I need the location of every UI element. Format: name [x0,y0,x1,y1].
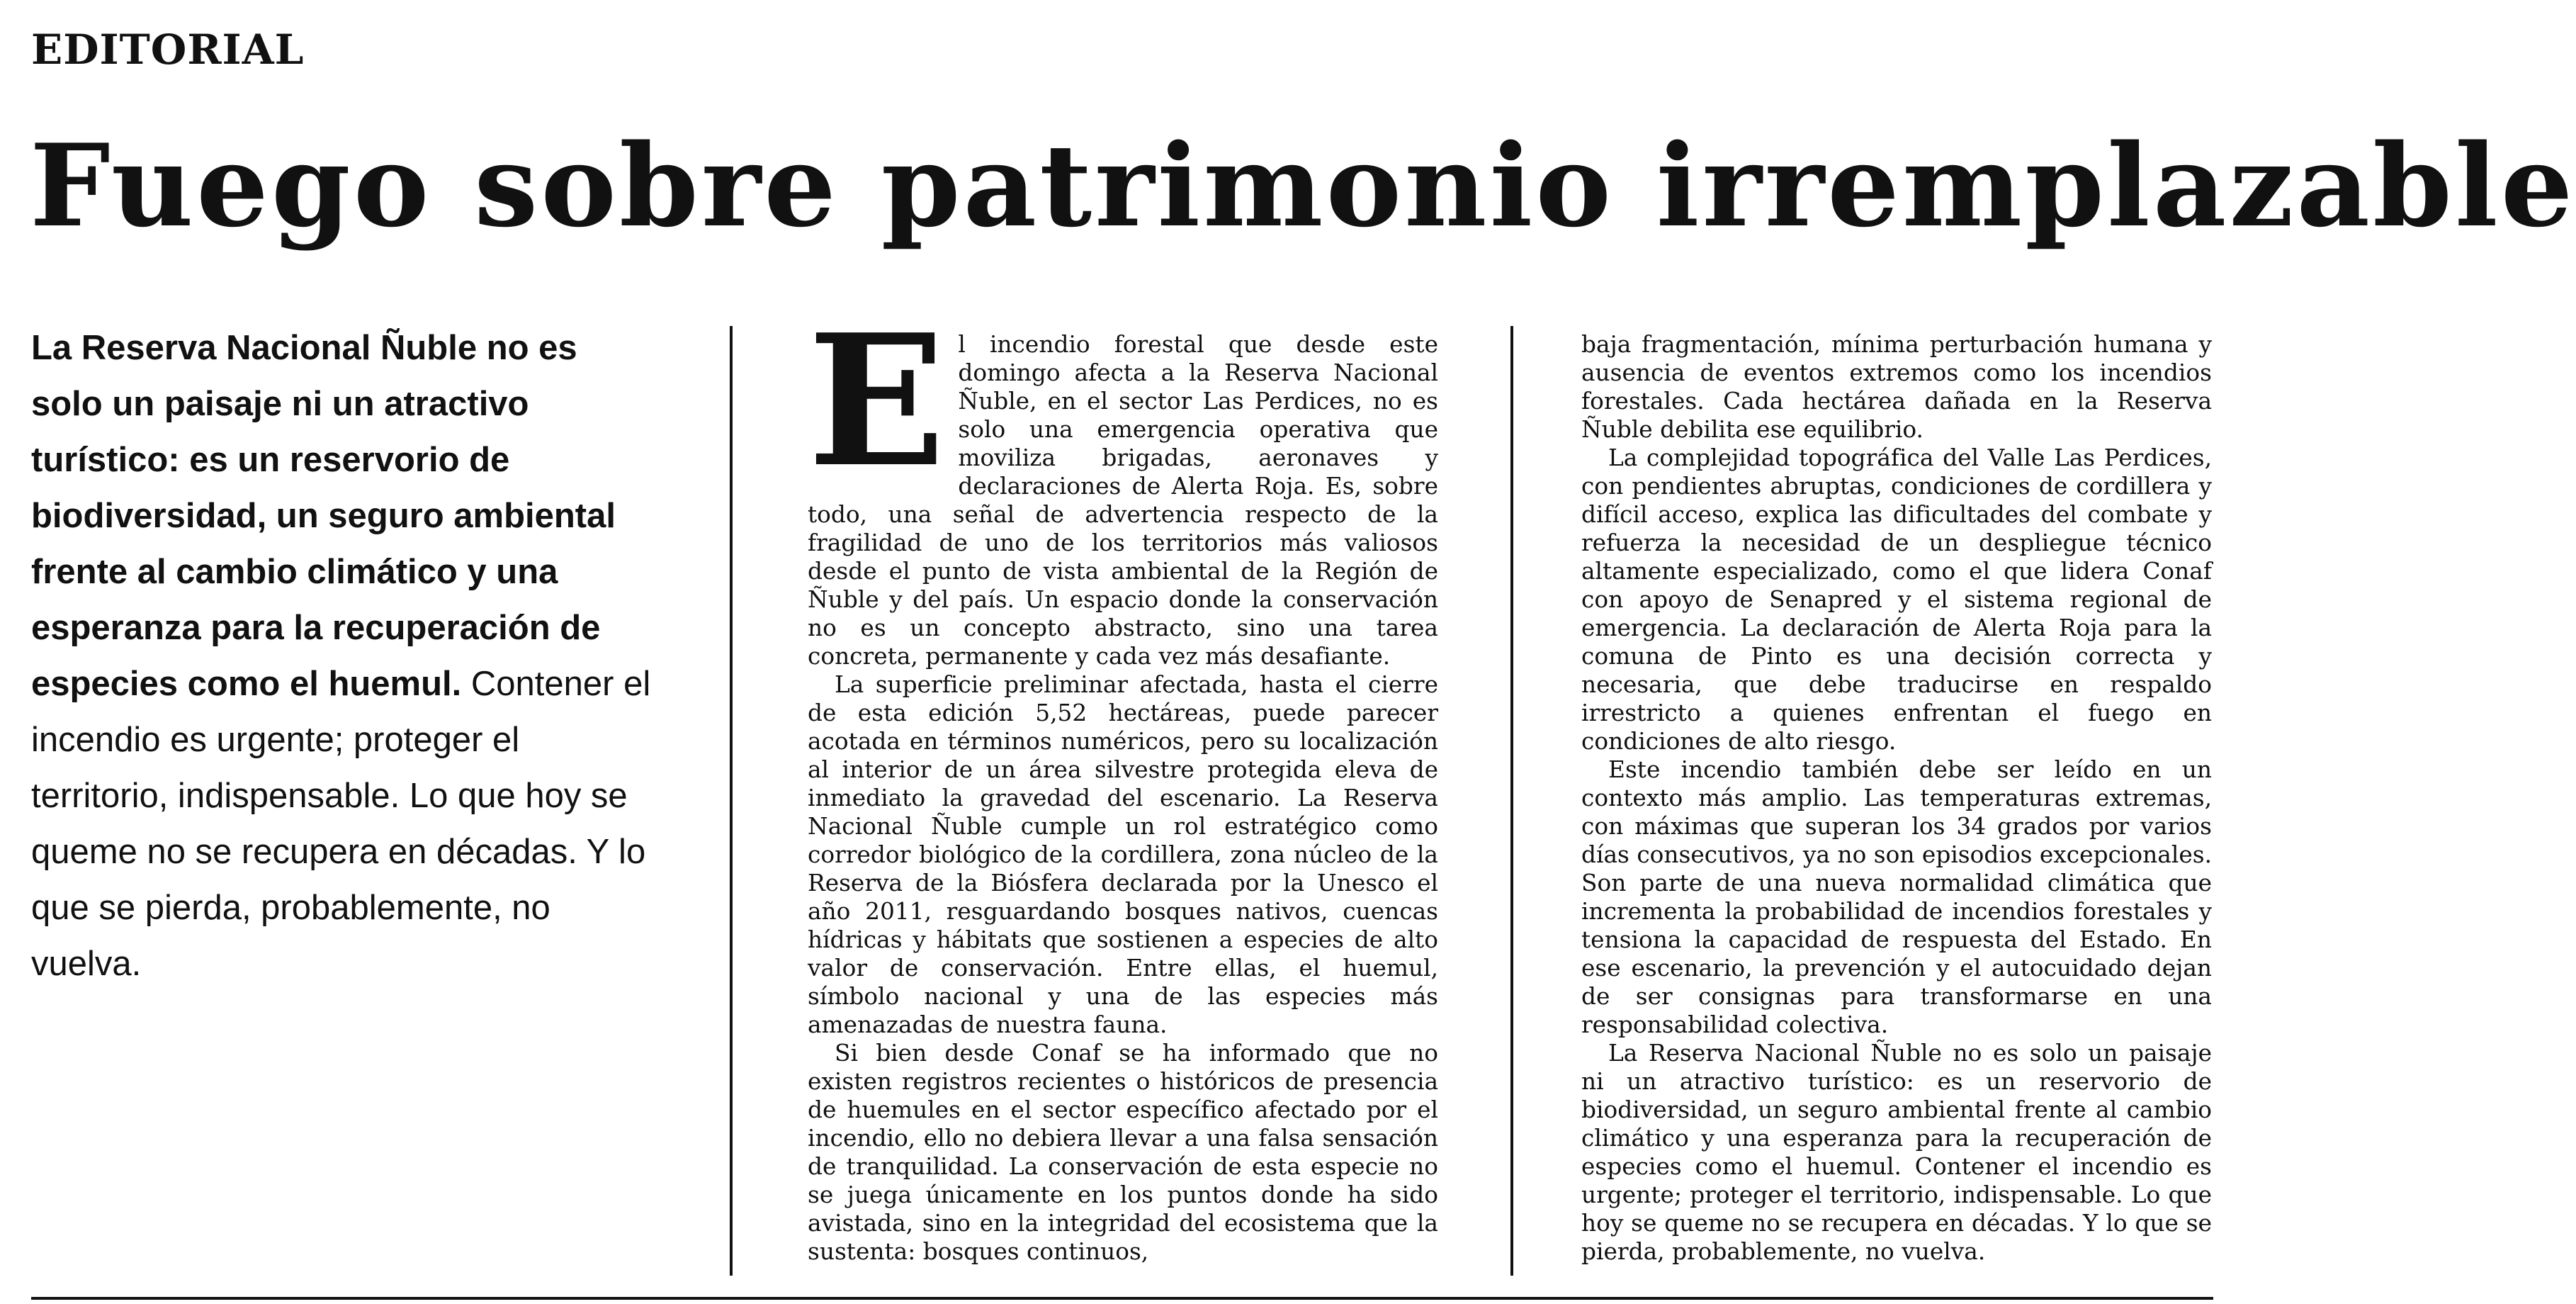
column-divider-right [1510,326,1513,1276]
body-paragraph-4: La complejidad topográfica del Valle Las Perdices, con pendientes abruptas, condiciones de cordillera y difícil acceso, explica las dificultades del combate y refuerza la necesidad de un despliegue técnico altamente especializado, como el que lidera Conaf con apoyo de Senapred y el sistema regional de emergencia. La declaración de Alerta Roja para la comuna de Pinto es una decisión correcta y necesaria, que debe traducirse en respaldo irrestricto a quienes enfrentan el fuego en condiciones de alto riesgo. [1581,444,2212,755]
lede-summary [31,320,655,992]
lede-bold-text: La Reserva Nacional Ñuble no es solo un paisaje ni un atractivo turístico: es un reservorio de biodiversidad, un seguro ambiental frente al cambio climático y una esperanza para la recuperación de especies como el huemul. [31,329,616,703]
drop-cap: E [808,296,946,507]
body-column-1 [808,296,1438,1273]
headline: Fuego sobre patrimonio irremplazable [30,119,2576,252]
bottom-rule [31,1297,2213,1300]
body-paragraph-3-continued: baja fragmentación, mínima perturbación humana y ausencia de eventos extremos como los incendios forestales. Cada hectárea dañada en la Reserva Ñuble debilita ese equilibrio. [1581,331,2212,443]
body-column-2 [1581,330,2212,1273]
lede-regular-text: Contener el incendio es urgente; proteger el territorio, indispensable. Lo que hoy se queme no se recupera en décadas. Y lo que se pierda, probablemente, no vuelva. [31,665,651,983]
body-paragraph-1: El incendio forestal que desde este domingo afecta a la Reserva Nacional Ñuble, en el sector Las Perdices, no es solo una emergencia operativa que moviliza brigadas, aeronaves y declaraciones de Alerta Roja. Es, sobre todo, una señal de advertencia respecto de la fragilidad de uno de los territorios más valiosos desde el punto de vista ambiental de la Región de Ñuble y del país. Un espacio donde la conservación no es un concepto abstracto, sino una tarea concreta, permanente y cada vez más desafiante. [808,296,1438,670]
body-paragraph-5: Este incendio también debe ser leído en un contexto más amplio. Las temperaturas extremas, con máximas que superan los 34 grados por varios días consecutivos, ya no son episodios excepcionales. Son parte de una nueva normalidad climática que incrementa la probabilidad de incendios forestales y tensiona la capacidad de respuesta del Estado. En ese escenario, la prevención y el autocuidado dejan de ser consignas para transformarse en una responsabilidad colectiva. [1581,756,2212,1038]
body-paragraph-6: La Reserva Nacional Ñuble no es solo un paisaje ni un atractivo turístico: es un reservorio de biodiversidad, un seguro ambiental frente al cambio climático y una esperanza para la recuperación de especies como el huemul. Contener el incendio es urgente; proteger el territorio, indispensable. Lo que hoy se queme no se recupera en décadas. Y lo que se pierda, probablemente, no vuelva. [1581,1040,2212,1265]
column-divider-left [730,326,733,1276]
section-label: EDITORIAL [31,26,305,74]
body-paragraph-3: Si bien desde Conaf se ha informado que no existen registros recientes o históricos de presencia de huemules en el sector específico afectado por el incendio, ello no debiera llevar a una falsa sensación de tranquilidad. La conservación de esta especie no se juega únicamente en los puntos donde ha sido avistada, sino en la integridad del ecosistema que la sustenta: bosques continuos, [808,1040,1438,1265]
body-paragraph-2: La superficie preliminar afectada, hasta el cierre de esta edición 5,52 hectáreas, puede parecer acotada en términos numéricos, pero su localización al interior de un área silvestre protegida eleva de inmediato la gravedad del escenario. La Reserva Nacional Ñuble cumple un rol estratégico como corredor biológico de la cordillera, zona núcleo de la Reserva de la Biósfera declarada por la Unesco el año 2011, resguardando bosques nativos, cuencas hídricas y hábitats que sostienen a especies de alto valor de conservación. Entre ellas, el huemul, símbolo nacional y una de las especies más amenazadas de nuestra fauna. [808,671,1438,1038]
